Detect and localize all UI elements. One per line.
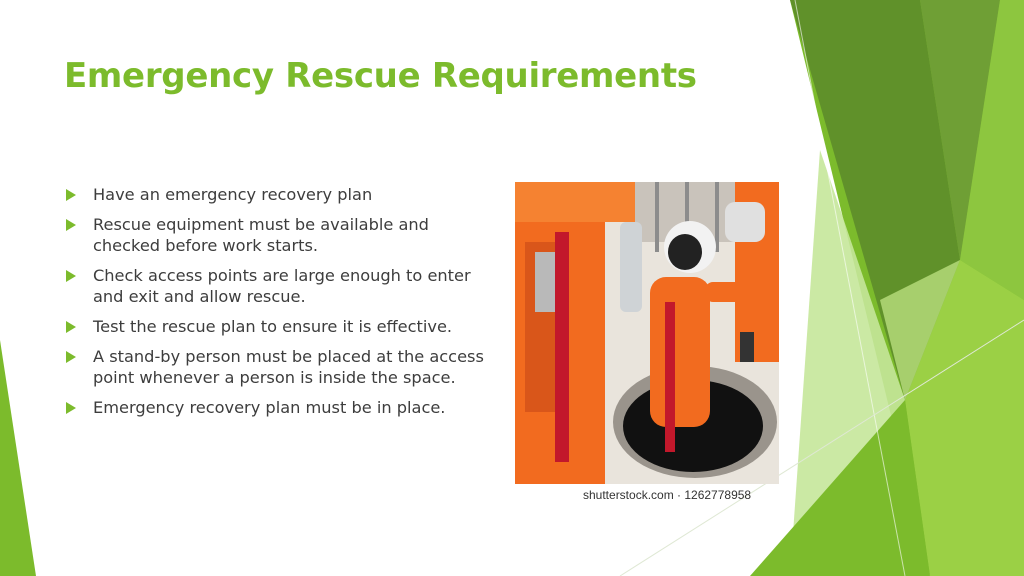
bullet-text: Rescue equipment must be available and checked before work starts. — [93, 215, 429, 255]
bullet-text: Check access points are large enough to enter and exit and allow rescue. — [93, 266, 471, 306]
confined-space-rescue-photo — [515, 182, 779, 484]
bullet-item — [66, 214, 496, 256]
bullet-item — [66, 184, 496, 205]
bullet-item — [66, 265, 496, 307]
bullet-arrow-icon — [66, 189, 76, 201]
bullet-list — [66, 184, 496, 427]
bullet-arrow-icon — [66, 321, 76, 333]
bullet-text: Emergency recovery plan must be in place. — [93, 398, 446, 417]
slide-title: Emergency Rescue Requirements — [64, 56, 697, 96]
bullet-arrow-icon — [66, 351, 76, 363]
bullet-item — [66, 316, 496, 337]
bullet-arrow-icon — [66, 270, 76, 282]
bullet-item — [66, 397, 496, 418]
image-credit: shutterstock.com · 1262778958 — [583, 488, 752, 502]
bullet-text: Test the rescue plan to ensure it is effective. — [93, 317, 453, 336]
bullet-text: Have an emergency recovery plan — [93, 185, 373, 204]
bullet-text: A stand-by person must be placed at the access point whenever a person is inside the space. — [93, 347, 484, 387]
bullet-arrow-icon — [66, 402, 76, 414]
bullet-item — [66, 346, 496, 388]
bullet-arrow-icon — [66, 219, 76, 231]
